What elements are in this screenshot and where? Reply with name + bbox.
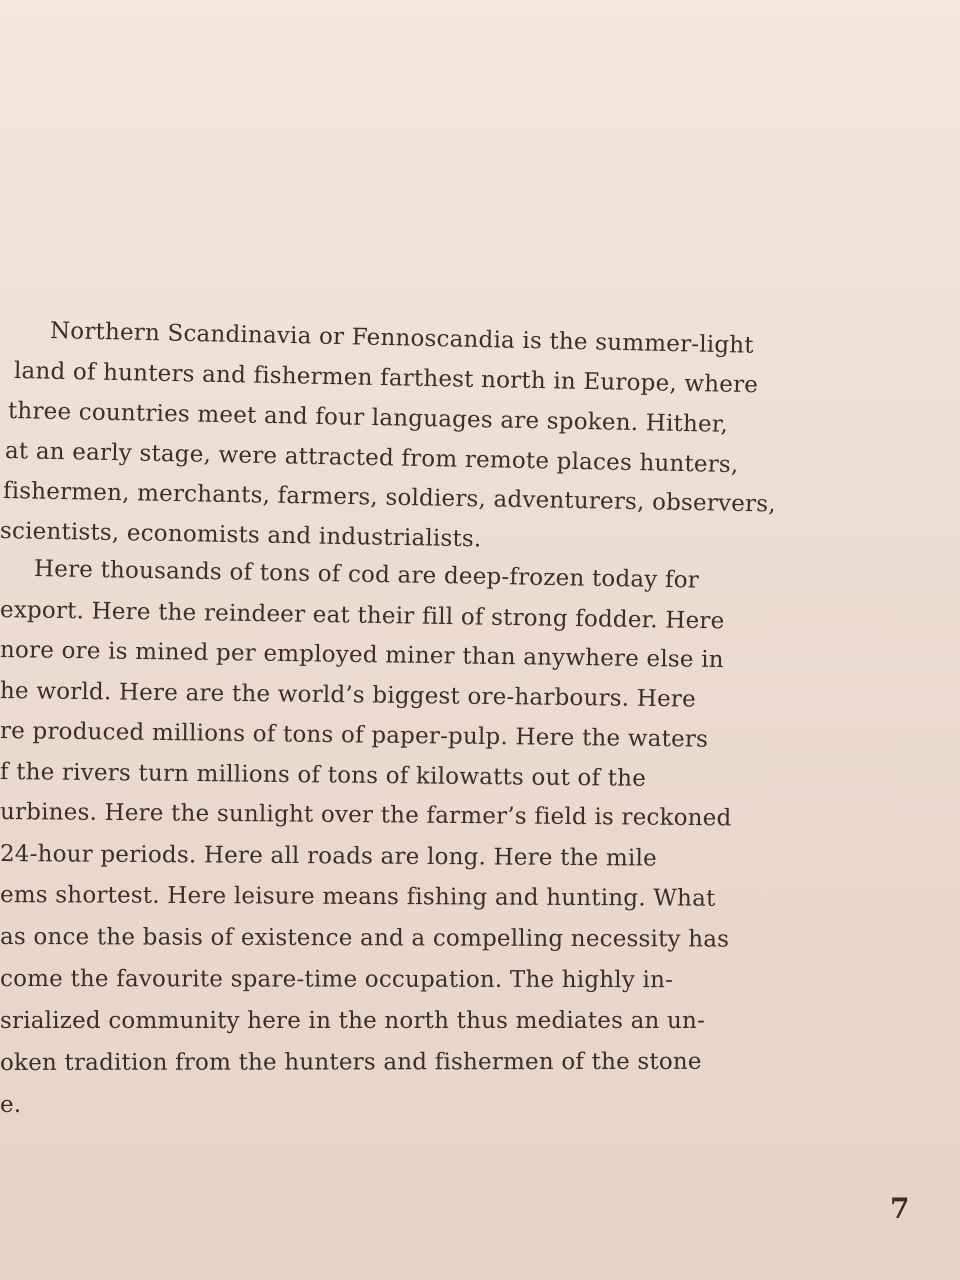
text-line: scientists, economists and industrialists.	[0, 518, 482, 553]
text-line: urbines. Here the sunlight over the farmer’s field is reckoned	[0, 799, 732, 832]
text-line: export. Here the reindeer eat their fill of strong fodder. Here	[0, 597, 725, 635]
text-line: Here thousands of tons of cod are deep-frozen today for	[33, 556, 700, 594]
text-line: ems shortest. Here leisure means fishing and hunting. What	[0, 882, 716, 912]
text-line: e.	[0, 1092, 22, 1118]
text-line: srialized community here in the north thus mediates an un-	[0, 1008, 706, 1034]
page-number: 7	[890, 1192, 910, 1225]
text-line: fishermen, merchants, farmers, soldiers, adventurers, observers,	[2, 478, 776, 518]
text-line: as once the basis of existence and a compelling necessity has	[0, 924, 730, 953]
text-line: three countries meet and four languages are spoken. Hither,	[7, 398, 729, 438]
text-line: f the rivers turn millions of tons of kilowatts out of the	[0, 759, 647, 792]
text-line: 24-hour periods. Here all roads are long. Here the mile	[0, 841, 657, 872]
text-line: land of hunters and fishermen farthest north in Europe, where	[13, 358, 759, 399]
text-line: at an early stage, were attracted from remote places hunters,	[4, 438, 739, 479]
text-line: nore ore is mined per employed miner than anywhere else in	[0, 637, 724, 674]
text-line: Northern Scandinavia or Fennoscandia is the summer-light	[49, 318, 755, 359]
text-line: oken tradition from the hunters and fishermen of the stone	[0, 1048, 702, 1076]
text-line: come the favourite spare-time occupation. The highly in-	[0, 966, 674, 994]
text-line: he world. Here are the world’s biggest ore-harbours. Here	[0, 678, 697, 713]
text-line: re produced millions of tons of paper-pulp. Here the waters	[0, 718, 709, 753]
